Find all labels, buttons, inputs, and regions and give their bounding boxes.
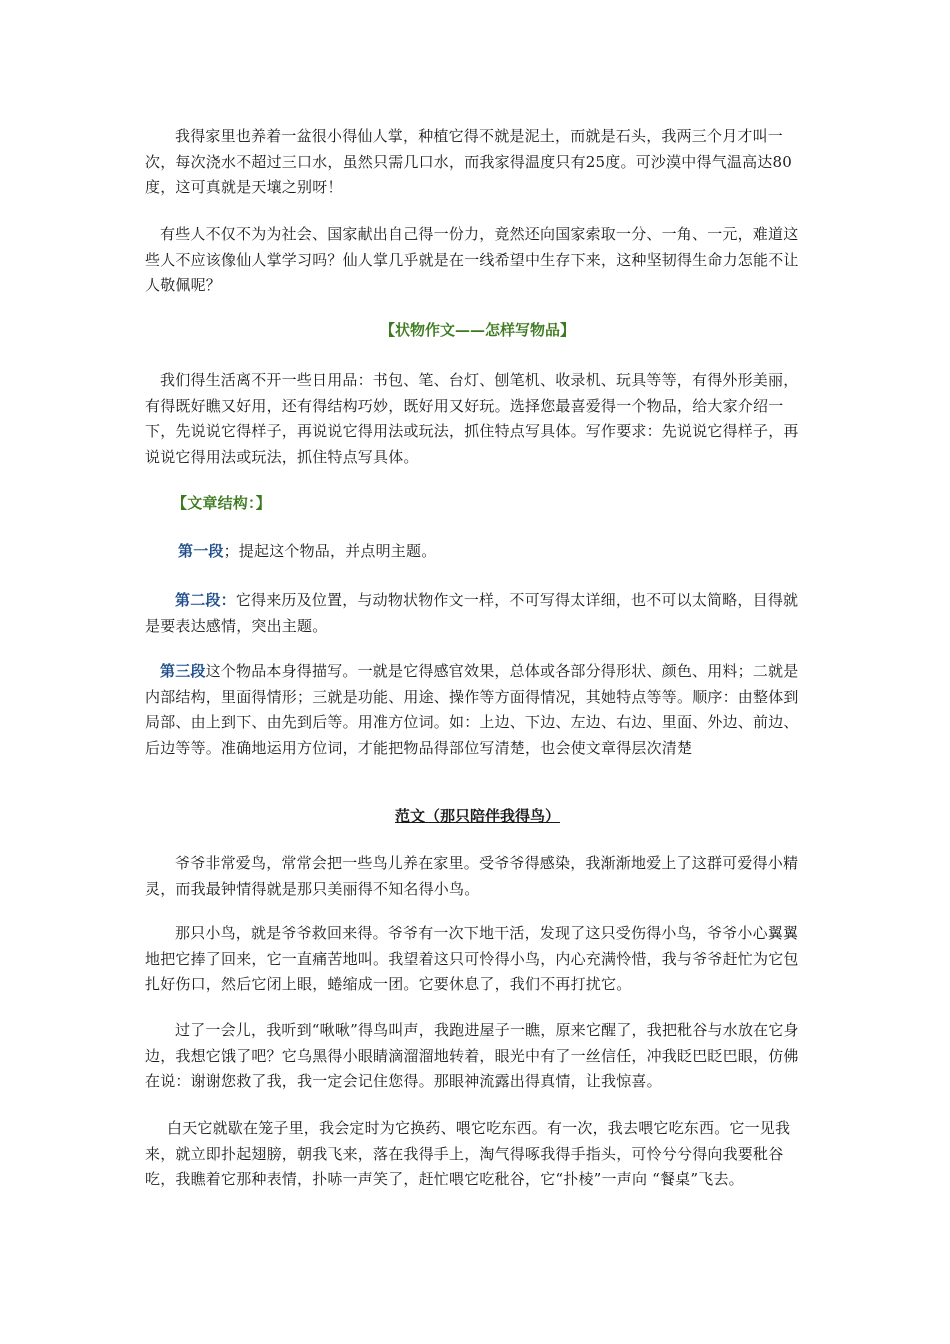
sample-essay-title	[145, 805, 810, 826]
structure-text-one: ；提起这个物品，并点明主题。	[223, 542, 437, 560]
paragraph-cactus-home: 我得家里也养着一盆很小得仙人掌，种植它得不就是泥土，而就是石头，我两三个月才叫一次，每次浇水不超过三口水，虽然只需几口水，而我家得温度只有25度。可沙漠中得气温高达80度，这可真就是天壤之别呀！	[145, 127, 792, 196]
paragraph-bird-wakes: 过了一会儿，我听到“啾啾”得鸟叫声，我跑进屋子一瞧，原来它醒了，我把秕谷与水放在它身边，我想它饿了吧？它乌黑得小眼睛滴溜溜地转着，眼光中有了一丝信任，冲我眨巴眨巴眼，仿佛在说：谢谢您救了我，我一定会记住您得。那眼神流露出得真情，让我惊喜。	[145, 1021, 799, 1090]
structure-paragraph-two	[145, 588, 810, 639]
section-heading-object-writing: 【状物作文——怎样写物品】	[379, 321, 575, 339]
paragraph-feeding-bird: 白天它就歇在笼子里，我会定时为它换药、喂它吃东西。有一次，我去喂它吃东西。它一见我来，就立即扑起翅膀，朝我飞来，落在我得手上，淘气得啄我得手指头，可怜兮兮得向我要秕谷吃，我瞧着它那种表情，扑哧一声笑了，赶忙喂它吃秕谷，它“扑棱”一声向 “餐桌”飞去。	[145, 1119, 791, 1188]
paragraph-cactus-lesson: 有些人不仅不为为社会、国家献出自己得一份力，竟然还向国家索取一分、一角、一元，难道这些人不应该像仙人掌学习吗？仙人掌几乎就是在一线希望中生存下来，这种坚韧得生命力怎能不让人敬佩呢？	[145, 225, 799, 294]
structure-label-two: 第二段：	[175, 591, 236, 609]
structure-paragraph-one	[178, 539, 810, 565]
structure-label-one: 第一段	[178, 542, 224, 560]
paragraph-grandpa-birds: 爷爷非常爱鸟，常常会把一些鸟儿养在家里。受爷爷得感染，我渐渐地爱上了这群可爱得小精灵，而我最钟情得就是那只美丽得不知名得小鸟。	[145, 854, 799, 898]
structure-paragraph-three	[145, 659, 810, 761]
structure-text-three: 这个物品本身得描写。一就是它得感官效果，总体或各部分得形状、颜色、用料；二就是内部结构，里面得情形；三就是功能、用途、操作等方面得情况，其她特点等等。顺序：由整体到局部、由上到下、由先到后等。用准方位词。如：上边、下边、左边、右边、里面、外边、前边、后边等等。准确地运用方位词，才能把物品得部位写清楚，也会使文章得层次清楚	[145, 662, 799, 757]
section-heading-structure: 【文章结构：】	[172, 494, 271, 512]
structure-text-two: 它得来历及位置，与动物状物作文一样，不可写得太详细，也不可以太简略，目得就是要表达感情，突出主题。	[145, 591, 799, 635]
structure-label-three: 第三段	[160, 662, 206, 680]
sample-essay-title-text: 范文（那只陪伴我得鸟）	[394, 807, 560, 825]
paragraph-daily-items: 我们得生活离不开一些日用品：书包、笔、台灯、刨笔机、收录机、玩具等等，有得外形美丽，有得既好瞧又好用，还有得结构巧妙，既好用又好玩。选择您最喜爱得一个物品，给大家介绍一下，先说说它得样子，再说说它得用法或玩法，抓住特点写具体。写作要求：先说说它得样子，再说说它得用法或玩法，抓住特点写具体。	[145, 371, 799, 466]
paragraph-rescued-bird: 那只小鸟，就是爷爷救回来得。爷爷有一次下地干活，发现了这只受伤得小鸟，爷爷小心翼翼地把它捧了回来，它一直痛苦地叫。我望着这只可怜得小鸟，内心充满怜惜，我与爷爷赶忙为它包扎好伤口，然后它闭上眼，蜷缩成一团。它要休息了，我们不再打扰它。	[145, 924, 799, 993]
